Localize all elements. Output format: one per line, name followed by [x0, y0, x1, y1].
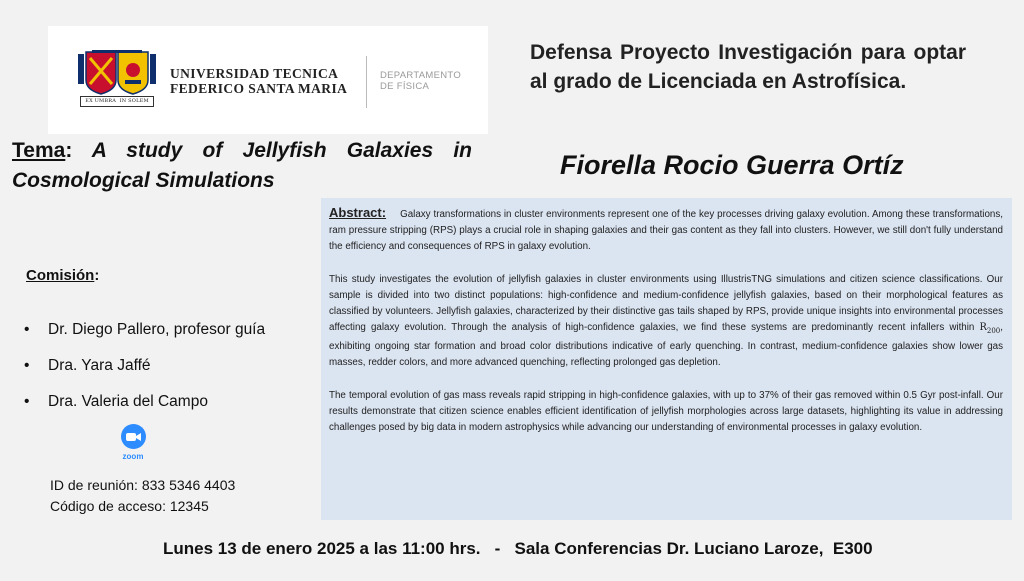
defense-title: Defensa Proyecto Investigación para optar al grado de Licenciada en Astrofísica.	[530, 41, 966, 93]
abstract-paragraph-3: The temporal evolution of gas mass reveals rapid stripping in high-confidence galaxies, with up to 37% of their gas removed within 0.5 Gyr post-infall. Our results demonstrate that citizen science enables efficient identification of jellyfish morphologies across large datasets, highlighting its value in addressing challenges posed by big data in modern astrophysics while advancing our understanding of environmental processes in galaxy evolution.	[329, 389, 1003, 433]
r200-symbol: $R_{200}$	[979, 322, 1001, 335]
committee-list	[24, 320, 265, 428]
abstract-paragraph-2: This study investigates the evolution of jellyfish galaxies in cluster environments using IllustrisTNG simulations and citizen science classifications. Our sample is divided into two distinct populations: high-confidence and medium-confidence jellyfish galaxies, based on their morphological features as classified by volunteers. Jellyfish galaxies, characterized by their distinctive gas tails shaped by RPS, provide unique insights into environmental processes affecting galaxy evolution. Through the analysis of high-confidence galaxies, we find these systems are predominantly recent infallers within $R_{200}$, exhibiting ongoing star formation and broad color distributions indicative of early quenching. In contrast, medium-confidence galaxies show lower gas masses, redder colors, and more advanced quenching, reflecting prolonged gas depletion.	[329, 274, 1003, 368]
event-location: Sala Conferencias Dr. Luciano Laroze, E300	[514, 539, 873, 558]
zoom-logo	[115, 424, 151, 461]
event-date: Lunes 13 de enero 2025 a las 11:00 hrs.	[163, 539, 481, 558]
committee-member: • Dr. Diego Pallero, profesor guía	[24, 321, 266, 338]
committee-member: • Dra. Valeria del Campo	[24, 393, 208, 410]
zoom-icon	[121, 424, 146, 449]
logo-divider	[366, 56, 367, 108]
candidate-name: Fiorella Rocio Guerra Ortíz	[560, 150, 904, 180]
access-code: Código de acceso: 12345	[50, 498, 209, 514]
committee-heading: Comisión:	[26, 267, 100, 284]
abstract-paragraph-1: Abstract: Galaxy transformations in cluster environments represent one of the key processes driving galaxy evolution. Among these transformations, ram pressure stripping (RPS) plays a crucial role in shaping galaxies and their gas content as they fall into clusters. However, we still don't fully understand the efficiency and consequences of RPS in galaxy evolution.	[329, 205, 1003, 252]
meeting-id: ID de reunión: 833 5346 4403	[50, 477, 236, 493]
committee-member: • Dra. Yara Jaffé	[24, 357, 151, 374]
meeting-info	[50, 475, 235, 517]
crest-motto: EX UMBRA IN SOLEM	[80, 96, 154, 107]
university-logo-block	[48, 26, 488, 134]
zoom-label: zoom	[122, 452, 144, 461]
university-name: UNIVERSIDAD TECNICA FEDERICO SANTA MARIA	[170, 66, 348, 96]
abstract-label: Abstract:	[329, 205, 387, 220]
topic-label: Tema	[12, 139, 66, 162]
department-name: DEPARTAMENTO DE FÍSICA	[380, 70, 462, 92]
topic-title: A study of Jellyfish Galaxies in Cosmological Simulations	[12, 139, 472, 192]
abstract-panel	[321, 198, 1012, 520]
topic-heading: Tema: A study of Jellyfish Galaxies in Cosmological Simulations	[12, 139, 472, 192]
event-footer: Lunes 13 de enero 2025 a las 11:00 hrs. - Sala Conferencias Dr. Luciano Laroze, E300	[163, 539, 873, 558]
university-crest-icon	[78, 50, 156, 96]
